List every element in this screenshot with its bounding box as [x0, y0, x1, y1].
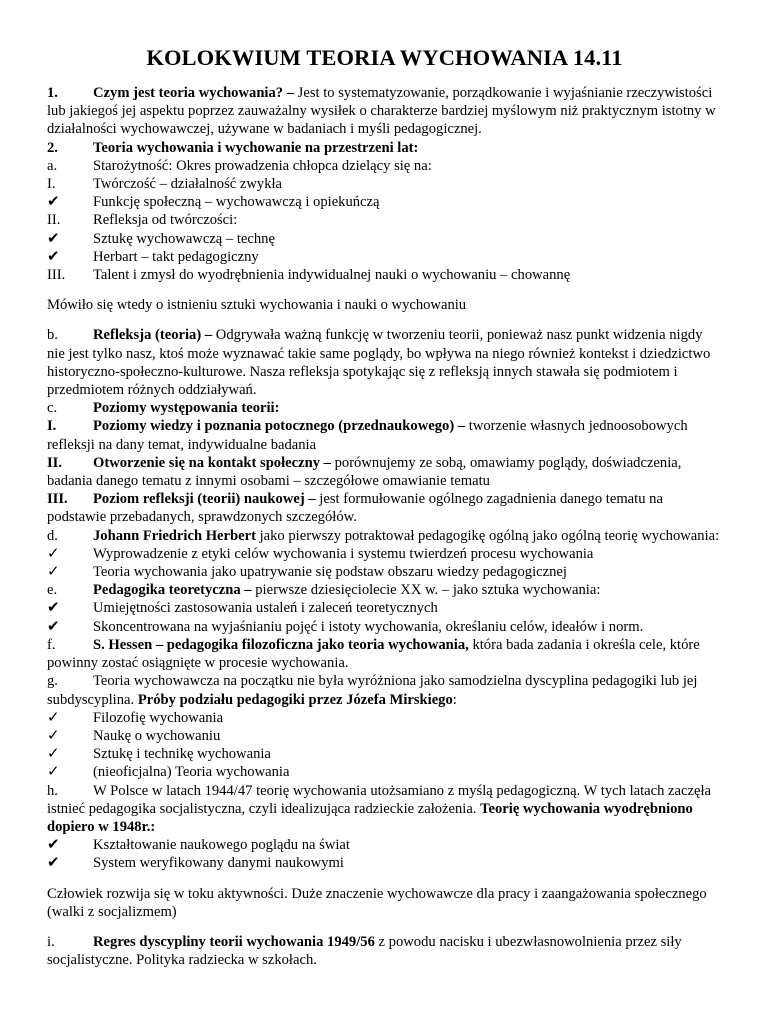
paragraph-text: Odgrywała ważną funkcję w tworzeniu teorii, ponieważ nasz punkt widzenia nigdy nie jest tylko nasz, ktoś może wyznawać takie same poglądy, bo wpływa na niego również kontekst i dziedzictwo historyczno-społeczno-kulturowe. Nasza refleksja spotykając się z refleksją innych stawała się podmiotem i przedmiotem różnych oddziaływań.	[47, 327, 711, 399]
check-icon: ✓	[47, 764, 60, 781]
check-icon: ✓	[47, 746, 60, 763]
list-item	[47, 211, 722, 229]
list-item-text: Herbart – takt pedagogiczny	[93, 248, 259, 265]
paragraph-text: Jest to systematyzowanie, porządkowanie i wyjaśnianie rzeczywistości lub jakiegoś jej aspektu poprzez zauważalny wysiłek o charakterze bardziej myślowym niż praktycznym istotny w działalności wychowawczej, używane w badaniach i myśli pedagogicznej.	[47, 85, 716, 138]
check-icon: ✓	[47, 545, 60, 562]
list-item	[47, 157, 722, 175]
paragraph-h	[47, 782, 722, 837]
list-item	[47, 230, 722, 248]
paragraph-text: pierwsze dziesięciolecie XX w. – jako sztuka wychowania:	[251, 582, 601, 599]
check-icon: ✔	[47, 855, 60, 872]
list-item-text: Starożytność: Okres prowadzenia chłopca dzielący się na:	[93, 157, 432, 174]
list-marker: II.	[47, 212, 61, 229]
list-item-text: Funkcję społeczną – wychowawczą i opiekuńczą	[93, 194, 380, 211]
list-item-text: porównujemy ze sobą, omawiamy poglądy, doświadczenia, badania danego tematu z innymi osobami – szczegółowe omawianie tematu	[47, 454, 682, 490]
list-item-text: jest formułowanie ogólnego zagadnienia danego tematu na podstawie przebadanych, sprawdzonych szczegółów.	[47, 491, 663, 526]
paragraph-f	[47, 636, 722, 672]
paragraph-text: która bada zadania i określa cele, które powinny zostać osiągnięte w procesie wychowania.	[47, 636, 700, 672]
list-item	[47, 618, 722, 636]
section-heading: Refleksja (teoria) –	[93, 327, 213, 344]
check-icon: ✔	[47, 618, 60, 635]
question-heading: Teoria wychowania i wychowanie na przestrzeni lat:	[93, 139, 419, 156]
list-marker: I.	[47, 418, 57, 435]
list-marker: III.	[47, 267, 66, 284]
list-item	[47, 175, 722, 193]
list-item	[47, 545, 722, 563]
paragraph-text: :	[452, 691, 457, 708]
list-item-text: tworzenie własnych jednoosobowych refleksji na dany temat, indywidualne badania	[47, 418, 688, 453]
list-item-text: Filozofię wychowania	[93, 709, 224, 726]
list-item	[47, 248, 722, 266]
check-icon: ✔	[47, 248, 60, 265]
paragraph-q2	[47, 139, 722, 157]
list-marker: d.	[47, 527, 58, 544]
list-item	[47, 745, 722, 763]
list-marker: f.	[47, 636, 56, 653]
question-heading: Czym jest teoria wychowania? –	[93, 85, 295, 101]
list-item	[47, 454, 722, 490]
paragraph-i	[47, 933, 722, 969]
list-marker: c.	[47, 400, 58, 417]
check-icon: ✔	[47, 600, 60, 617]
document-body	[47, 84, 722, 969]
section-heading: S. Hessen – pedagogika filozoficzna jako teoria wychowania,	[93, 636, 469, 653]
list-item	[47, 709, 722, 727]
list-item	[47, 836, 722, 854]
list-item	[47, 266, 722, 284]
check-icon: ✓	[47, 709, 60, 726]
list-marker: i.	[47, 933, 55, 950]
list-item	[47, 599, 722, 617]
paragraph-text: Teoria wychowawcza na początku nie była wyróżniona jako samodzielna dyscyplina pedagogiki lub jej subdyscyplina.	[47, 673, 698, 708]
section-heading: Poziomy występowania teorii:	[93, 400, 280, 417]
list-item-text: Kształtowanie naukowego poglądu na świat	[93, 837, 350, 854]
paragraph-g	[47, 672, 722, 708]
list-item-text: Sztukę wychowawczą – technę	[93, 230, 275, 247]
list-marker: h.	[47, 782, 58, 799]
list-item-text: Wyprowadzenie z etyki celów wychowania i systemu twierdzeń procesu wychowania	[93, 545, 594, 562]
list-item-text: Sztukę i technikę wychowania	[93, 746, 271, 763]
check-icon: ✔	[47, 230, 60, 247]
check-icon: ✔	[47, 194, 60, 211]
check-icon: ✔	[47, 837, 60, 854]
list-item	[47, 563, 722, 581]
list-marker: a.	[47, 157, 58, 174]
list-item-text: Naukę o wychowaniu	[93, 727, 221, 744]
section-heading: Pedagogika teoretyczna –	[93, 582, 252, 599]
list-marker: III.	[47, 491, 68, 508]
list-item-text: System weryfikowany danymi naukowymi	[93, 855, 344, 872]
list-item-text: Refleksja od twórczości:	[93, 212, 238, 229]
list-item	[47, 763, 722, 781]
document-title: KOLOKWIUM TEORIA WYCHOWANIA 14.11	[146, 45, 623, 70]
list-item	[47, 417, 722, 453]
list-item-text: Teoria wychowania jako upatrywanie się podstaw obszaru wiedzy pedagogicznej	[93, 564, 567, 581]
list-marker: b.	[47, 327, 58, 344]
section-heading: Johann Friedrich Herbert	[93, 527, 256, 544]
paragraph-mowilo: Mówiło się wtedy o istnieniu sztuki wychowania i nauki o wychowaniu	[47, 297, 467, 314]
list-item-text: Umiejętności zastosowania ustaleń i zaleceń teoretycznych	[93, 600, 438, 617]
check-icon: ✓	[47, 564, 60, 581]
list-item	[47, 854, 722, 872]
level-heading: Otworzenie się na kontakt społeczny –	[93, 454, 331, 471]
section-heading: Teorię wychowania wyodrębniono dopiero w 1948r.:	[47, 800, 693, 835]
list-item-text: Skoncentrowana na wyjaśnianiu pojęć i istoty wychowania, określaniu celów, ideałów i norm.	[93, 618, 644, 635]
list-item	[47, 727, 722, 745]
list-item	[47, 193, 722, 211]
section-heading: Próby podziału pedagogiki przez Józefa Mirskiego	[137, 691, 453, 708]
paragraph-text: jako pierwszy potraktował pedagogikę ogólną jako ogólną teorię wychowania:	[255, 527, 720, 544]
list-marker: g.	[47, 673, 58, 690]
check-icon: ✓	[47, 727, 60, 744]
paragraph-b	[47, 326, 722, 399]
paragraph-czlowiek: Człowiek rozwija się w toku aktywności. Duże znaczenie wychowawcze dla pracy i zaangażowania społecznego (walki z socjalizmem)	[47, 885, 707, 920]
level-heading: Poziomy wiedzy i poznania potocznego (przednaukowego) –	[93, 418, 466, 435]
list-item	[47, 490, 722, 526]
paragraph-e	[47, 581, 722, 599]
paragraph-d	[47, 527, 722, 545]
section-heading: Regres dyscypliny teorii wychowania 1949/56	[93, 933, 375, 950]
list-item-text: Talent i zmysł do wyodrębnienia indywidualnej nauki o wychowaniu – chowannę	[93, 267, 571, 284]
paragraph-q1	[47, 84, 722, 139]
paragraph-text: z powodu nacisku i ubezwłasnowolnienia przez siły socjalistyczne. Polityka radziecka w szkołach.	[47, 933, 682, 969]
list-marker: 2.	[47, 139, 58, 156]
paragraph-text: W Polsce w latach 1944/47 teorię wychowania utożsamiano z myślą pedagogiczną. W tych latach zaczęła istnieć pedagogika socjalistyczna, czyli idealizująca radzieckie założenia.	[47, 782, 711, 817]
list-marker: I.	[47, 176, 56, 193]
list-marker: 1.	[47, 85, 58, 101]
level-heading: Poziom refleksji (teorii) naukowej –	[93, 491, 316, 508]
paragraph-c	[47, 399, 722, 417]
list-marker: II.	[47, 454, 63, 471]
list-item-text: (nieoficjalna) Teoria wychowania	[93, 764, 290, 781]
list-marker: e.	[47, 582, 58, 599]
list-item-text: Twórczość – działalność zwykła	[93, 176, 283, 193]
